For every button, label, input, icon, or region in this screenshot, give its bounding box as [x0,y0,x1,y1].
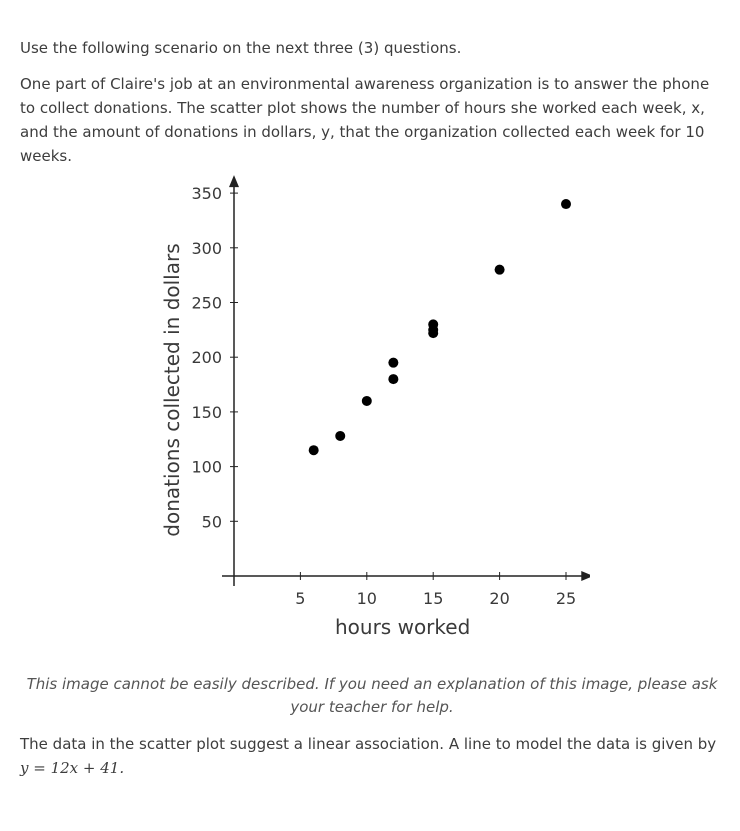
data-point [335,431,345,441]
chart-axes [222,175,590,586]
y-axis-arrow [229,175,239,187]
y-tick-label: 250 [191,293,222,313]
data-point [388,358,398,368]
data-point [495,265,505,275]
conclusion-text [20,732,722,780]
data-point [561,199,571,209]
conclusion-sentence: The data in the scatter plot suggest a linear association. A line to model the data is given by [20,735,717,753]
y-tick-label: 50 [201,512,222,532]
y-tick-label: 150 [191,402,222,422]
x-axis-arrow [581,571,590,581]
data-point [428,325,438,335]
x-tick-label: 25 [555,589,577,608]
y-tick-label: 350 [191,184,222,204]
chart-ticks [191,184,576,608]
y-tick-label: 200 [191,348,222,368]
data-point [388,374,398,384]
model-equation: y = 12x + 41. [20,759,125,777]
y-tick-label: 100 [191,457,222,477]
scenario-text: One part of Claire's job at an environmental awareness organization is to answer the phone to collect donations. The scatter plot shows the number of hours she worked each week, x, and the amount of donations in dollars, y, that the organization collected each week for 10 weeks. [20,75,710,165]
data-point [309,445,319,455]
scatter-plot [150,175,590,645]
y-tick-label: 300 [191,238,222,258]
x-axis-title: hours worked [335,615,471,639]
x-tick-label: 5 [295,589,306,608]
x-tick-label: 10 [356,589,377,608]
image-caption: This image cannot be easily described. If you need an explanation of this image, please ask your teacher for help. [26,675,718,716]
data-point [362,396,372,406]
chart-points [309,199,571,455]
y-axis-title: donations collected in dollars [160,243,184,537]
x-tick-label: 20 [489,589,510,608]
intro-text: Use the following scenario on the next three (3) questions. [20,39,462,57]
x-tick-label: 15 [423,589,444,608]
